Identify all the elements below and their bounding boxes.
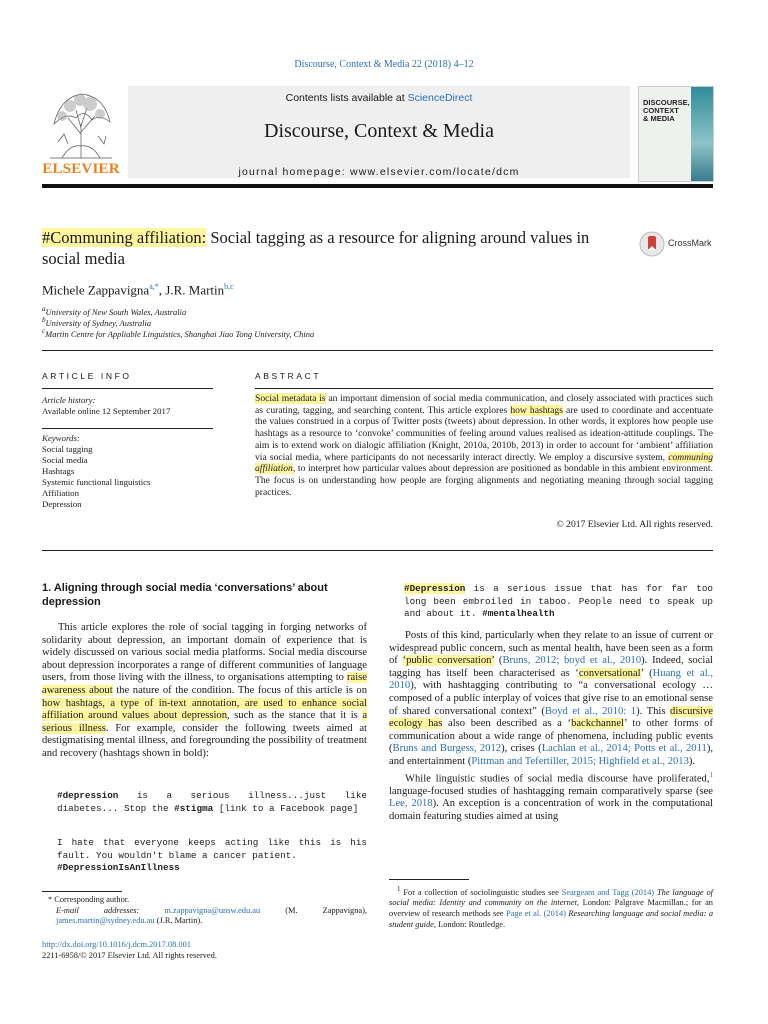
keyword: Depression [42,499,82,509]
journal-cover-image: DISCOURSE, CONTEXT & MEDIA [638,86,714,182]
contents-line: Contents lists available at ScienceDirect [285,92,473,104]
history-label: Article history: [42,395,96,405]
citation-link[interactable]: Seargeant and Tagg (2014) [561,887,655,897]
doi-link[interactable]: http://dx.doi.org/10.1016/j.dcm.2017.08.001 [42,940,191,949]
tweet-example: I hate that everyone keeps acting like this is his fault. You wouldn't blame a cancer patient. #DepressionIsAnIllness [57,837,367,874]
keyword: Affiliation [42,488,79,498]
email-link[interactable]: james.martin@sydney.edu.au [56,916,155,926]
homepage-link[interactable]: www.elsevier.com/locate/dcm [349,166,520,178]
citation-link[interactable]: Bruns, 2012; boyd et al., 2010 [502,655,642,667]
citation-link[interactable]: Bruns and Burgess, 2012 [392,743,502,755]
citation-link[interactable]: Lachlan et al., 2014; Potts et al., 2011 [541,743,707,755]
crossmark-badge[interactable]: CrossMark [639,229,709,266]
article-info-heading: ARTICLE INFO [42,371,132,381]
footnote-divider [389,879,469,880]
citation-link[interactable]: Pittman and Tefertiller, 2015; Highfield et al., 2013 [471,755,689,767]
tweet-example: #Depression is a serious issue that has for far too long been embroiled in taboo. People need to speak up and about it. #mentalhealth [404,583,713,620]
body-paragraph: Posts of this kind, particularly when they relate to an issue of current or widespread public concern, such as mental health, have been seen as a form of ‘public conversation’ (Bruns, 2012; boyd et al., 2010). Indeed, social tagging has itself been characterised as ‘conversational’ (Huang et al., 2010), with hashtagging contributing to “a conversational ecology …composed of a public interplay of voices that give rise to an emotional sense of shared conversational context” (Boyd et al., 2010: 1). This discursive ecology has also been described as a ‘backchannel’ to other forms of communication about a wide range of phenomena, including public events (Bruns and Burgess, 2012), crises (Lachlan et al., 2014; Potts et al., 2011), and entertainment (Pittman and Tefertiller, 2015; Highfield et al., 2013). While linguistic studies of social media discourse have proliferated,$^1$ language-focused studies of hashtagging remain comparatively sparse (see Lee, 2018). An exception is a concentration of work in the computational domain featuring studies aimed at using [389,630,713,822]
keyword: Hashtags [42,466,75,476]
body-divider [42,550,713,551]
journal-citation[interactable]: Discourse, Context & Media 22 (2018) 4–12 [294,59,474,70]
author-list: Michele Zappavigna$^{a,*}$, J.R. Martin$^{b,c}$ [42,282,234,298]
section-divider [42,350,713,351]
publisher-name: ELSEVIER [42,161,120,177]
tweet-example: #depression is a serious illness...just like diabetes... Stop the #stigma [link to a Facebook page] [57,790,367,814]
header-divider [42,184,713,188]
info-divider [42,388,213,389]
author-name: J.R. Martin [165,282,225,298]
sciencedirect-link[interactable]: ScienceDirect [407,92,473,104]
article-title: #Communing affiliation: Social tagging as a resource for aligning around values in social media [42,228,590,268]
keyword: Social media [42,455,88,465]
footnote-divider [42,891,122,892]
affiliation: $^c$Martin Centre for Appliable Linguistics, Shanghai Jiao Tong University, China [42,327,315,339]
citation-link[interactable]: Page et al. (2014) [506,908,566,918]
keywords-label: Keywords: [42,433,80,443]
keyword: Systemic functional linguistics [42,477,151,487]
issn-line: 2211-6958/© 2017 Elsevier Ltd. All rights reserved. [42,951,217,960]
journal-title: Discourse, Context & Media [264,120,494,142]
keyword: Social tagging [42,444,93,454]
copyright-notice: © 2017 Elsevier Ltd. All rights reserved. [556,519,713,530]
abstract-divider [255,388,713,389]
affiliation: $^a$University of New South Wales, Australia [42,305,187,317]
citation-link[interactable]: Huang et al., 2010 [389,667,713,692]
abstract-text: Social metadata is an important dimension of social media communication, and closely associated with practices such as curating, tagging, and searching content. This article explores how hashtags are used to coordinate and accentuate the values construed in a corpus of Twitter posts (tweets) about depression. In other words, it explores how people use hashtags as a resource to ‘convoke’ communities of feeling around values realised as ideation-attitude couplings. The aim is to extend work on dialogic affiliation (Knight, 2010a, 2010b, 2013) in order to account for ‘ambient’ affiliation via social media, where participants do not necessarily interact directly. We employ a discursive system, communing affiliation, to interpret how particular values about depression are positioned as bondable in this ambient environment. The focus is on understanding how people are forging alignments and negotiating meaning through social tagging practices. [255,393,713,498]
affiliation: $^b$University of Sydney, Australia [42,316,152,328]
info-divider [42,428,213,429]
journal-homepage: journal homepage: www.elsevier.com/locate/dcm [238,166,520,178]
footnote: $^1$ For a collection of sociolinguistic studies see Seargeant and Tagg (2014) The language of social media: Identity and community on the internet, London: Palgrave Macmillan.; for an overview of research methods see Page et al. (2014) Researching language and social media: a student guide, London: Routledge. [389,885,714,929]
section-heading: 1. Aligning through social media ‘conversations’ about depression [42,582,328,608]
citation-link[interactable]: Boyd et al., 2010: 1 [544,705,637,717]
author-name: Michele Zappavigna [42,282,150,298]
citation-link[interactable]: Lee, 2018 [389,798,433,810]
author-footnote: * Corresponding author. E-mail addresses: m.zappavigna@unsw.edu.au (M. Zappavigna), james.martin@sydney.edu.au (J.R. Martin). [48,895,367,926]
email-link[interactable]: m.zappavigna@unsw.edu.au [164,905,261,915]
abstract-heading: ABSTRACT [255,371,322,381]
body-paragraph: This article explores the role of social tagging in forging networks of solidarity about depression, an important domain of experience that is widely discussed on various social media platforms. Social media discourse about depression incorporates a range of different communities of language users, from those living with the illness, to organisations attempting to raise awareness about the nature of the condition. The focus of this article is on how hashtags, a type of in-text annotation, are used to enhance social affiliation around values about depression, such as the stance that it is a serious illness. For example, consider the following tweets aimed at destigmatising mental illness, and foregrounding the possibility of treatment and recovery (hashtags shown in bold): [42,622,368,759]
history-value: Available online 12 September 2017 [42,406,171,416]
keyword-list [42,444,150,510]
